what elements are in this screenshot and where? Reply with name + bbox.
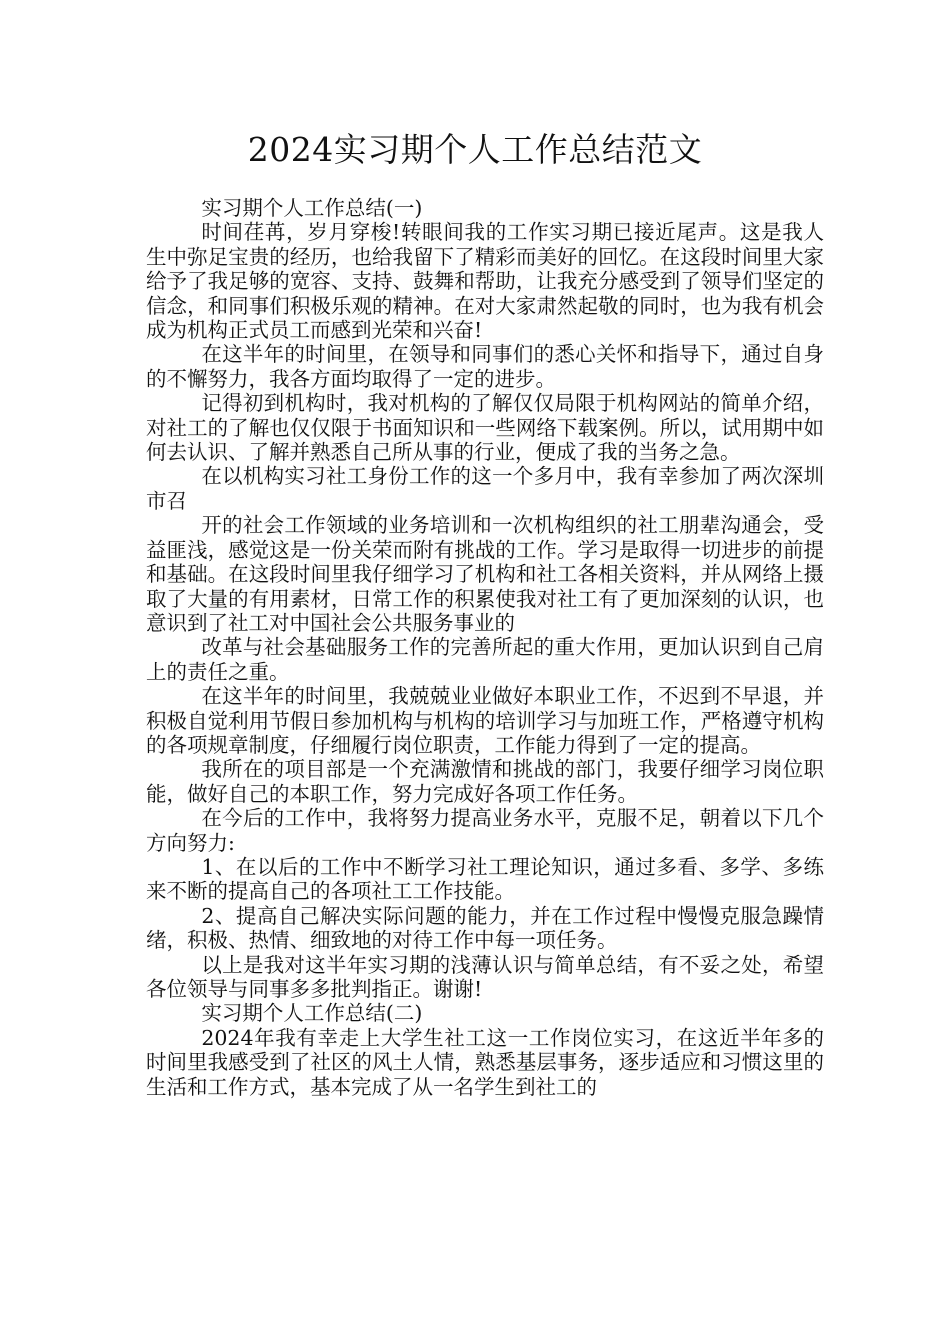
body-paragraph: 开的社会工作领域的业务培训和一次机构组织的社工朋辈沟通会，受益匪浅，感觉这是一份关荣而附有挑战的工作。学习是取得一切进步的前提和基础。在这段时间里我仔细学习了机构和社工各相关资料，并从网络上摄取了大量的有用素材，日常工作的积累使我对社工有了更加深刻的认识，也意识到了社工对中国社会公共服务事业的 [146,513,824,635]
body-paragraph: 以上是我对这半年实习期的浅薄认识与简单总结，有不妥之处，希望各位领导与同事多多批判指正。谢谢! [146,952,824,1001]
body-paragraph: 在今后的工作中，我将努力提高业务水平，克服不足，朝着以下几个方向努力: [146,806,824,855]
section-heading-2: 实习期个人工作总结(二) [201,1001,423,1026]
document-title: 2024实习期个人工作总结范文 [247,130,703,169]
body-paragraph: 在以机构实习社工身份工作的这一个多月中，我有幸参加了两次深圳市召 [146,464,824,513]
body-paragraph: 时间荏苒，岁月穿梭!转眼间我的工作实习期已接近尾声。这是我人生中弥足宝贵的经历，也给我留下了精彩而美好的回忆。在这段时间里大家给予了我足够的宽容、支持、鼓舞和帮助，让我充分感受到了领导们坚定的信念，和同事们积极乐观的精神。在对大家肃然起敬的同时，也为我有机会成为机构正式员工而感到光荣和兴奋! [146,220,824,343]
body-paragraph: 记得初到机构时，我对机构的了解仅仅局限于机构网站的简单介绍，对社工的了解也仅仅限于书面知识和一些网络下载案例。所以，试用期中如何去认识、了解并熟悉自己所从事的行业，便成了我的当务之急。 [146,391,824,465]
list-item: 1、在以后的工作中不断学习社工理论知识，通过多看、多学、多练来不断的提高自己的各项社工工作技能。 [146,854,824,904]
list-item: 2、提高自己解决实际问题的能力，并在工作过程中慢慢克服急躁情绪，积极、热情、细致地的对待工作中每一项任务。 [146,903,824,953]
body-paragraph: 我所在的项目部是一个充满激情和挑战的部门，我要仔细学习岗位职能，做好自己的本职工作，努力完成好各项工作任务。 [146,757,824,806]
document-body [146,196,824,1099]
body-paragraph: 改革与社会基础服务工作的完善所起的重大作用，更加认识到自己肩上的责任之重。 [146,635,824,684]
body-paragraph: 在这半年的时间里，在领导和同事们的悉心关怀和指导下，通过自身的不懈努力，我各方面均取得了一定的进步。 [146,342,824,391]
body-paragraph: 在这半年的时间里，我兢兢业业做好本职业工作，不迟到不早退，并积极自觉利用节假日参加机构与机构的培训学习与加班工作，严格遵守机构的各项规章制度，仔细履行岗位职责，工作能力得到了一定的提高。 [146,684,824,757]
body-paragraph: 2024年我有幸走上大学生社工这一工作岗位实习，在这近半年多的时间里我感受到了社区的风土人情，熟悉基层事务，逐步适应和习惯这里的生活和工作方式，基本完成了从一名学生到社工的 [146,1025,824,1099]
section-heading-1: 实习期个人工作总结(一) [201,196,423,220]
